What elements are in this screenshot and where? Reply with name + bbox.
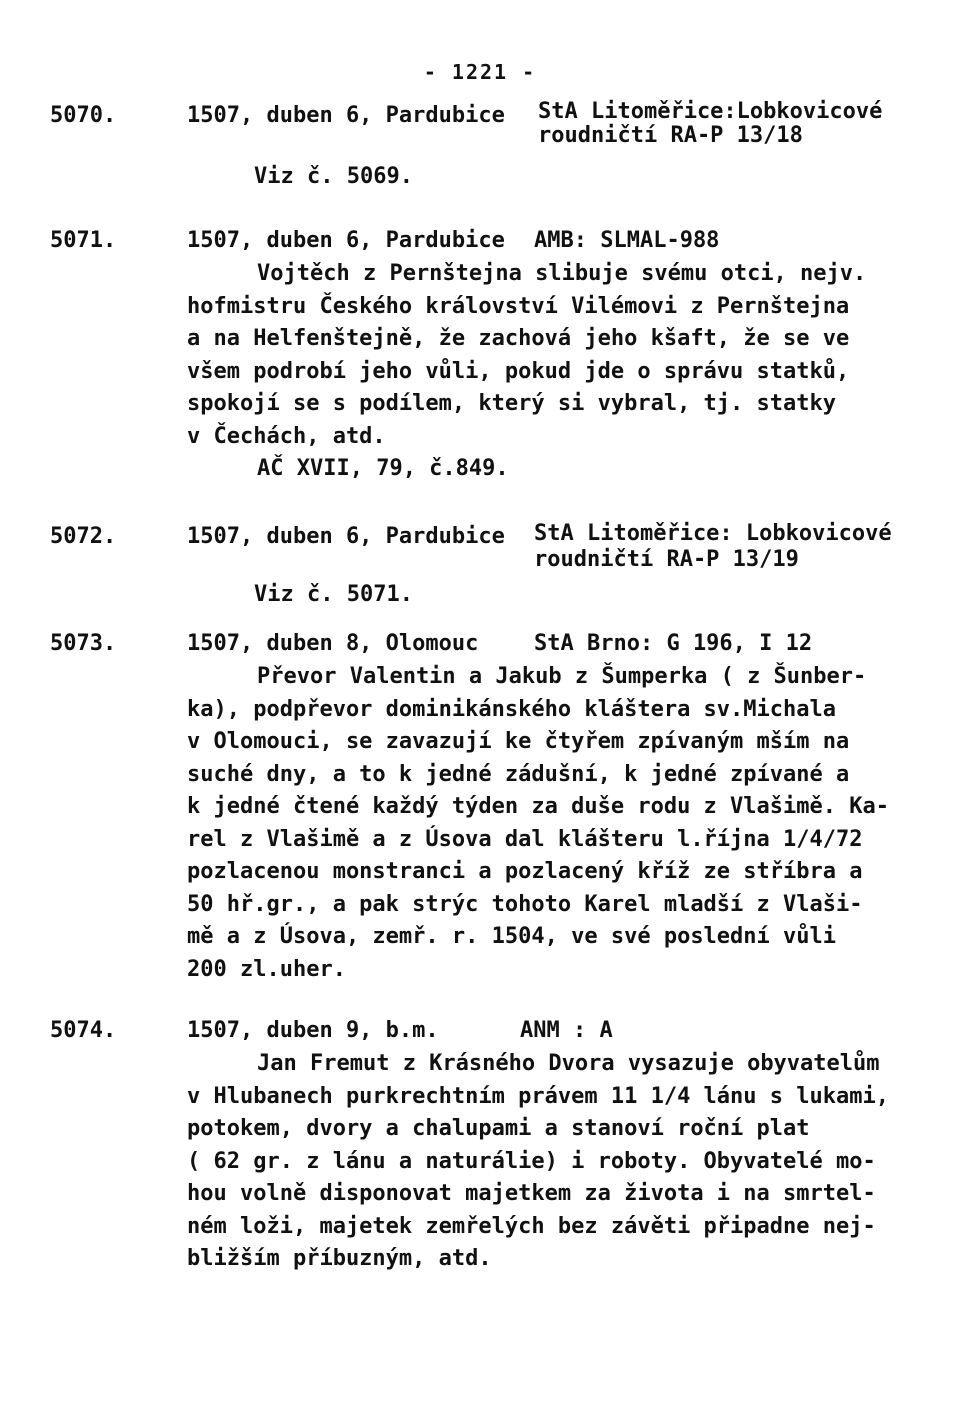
archive-reference <box>534 628 812 661</box>
entry-date-place: 1507, duben 9, b.m. <box>187 1018 439 1043</box>
text-line: suché dny, a to k jedné zádušní, k jedné zpívané a <box>187 761 850 787</box>
text-line: k jedné čtené každý týden za duše rodu z Vlašimě. Ka- <box>187 794 889 819</box>
text-line: ném loži, majetek zemřelých bez závěti připadne nej- <box>187 1213 876 1239</box>
text-line: potokem, dvory a chalupami a stanoví roční plat <box>187 1116 810 1141</box>
text-line: hofmistru Českého království Vilémovi z Pernštejna <box>187 293 850 319</box>
archive-line: roudničtí RA-P 13/18 <box>538 123 803 148</box>
text-line: 200 zl.uher. <box>187 956 346 982</box>
text-line: a na Helfenštejně, že zachová jeho kšaft, že se ve <box>187 326 850 351</box>
archive-reference <box>534 225 719 258</box>
entry-date-place: 1507, duben 6, Pardubice <box>187 524 505 549</box>
text-line: v Hlubanech purkrechtním právem 11 1/4 lánu s lukami, <box>187 1083 889 1109</box>
text-line: 50 hř.gr., a pak strýc tohoto Karel mladší z Vlaši- <box>187 891 863 917</box>
text-line: hou volně disponovat majetkem za života i na smrtel- <box>187 1181 876 1206</box>
text-line: pozlacenou monstranci a pozlacený kříž ze stříbra a <box>187 859 863 884</box>
text-line: v Olomouci, se zavazují ke čtyřem zpívaným mším na <box>187 729 850 754</box>
text-line: ka), podpřevor dominikánského kláštera sv.Michala <box>187 696 837 722</box>
text-line: všem podrobí jeho vůli, pokud jde o správu statků, <box>187 358 850 384</box>
archive-line: StA Litoměřice: Lobkovicové <box>534 521 892 546</box>
entry-date-place: 1507, duben 6, Pardubice <box>187 103 505 128</box>
text-line: Převor Valentin a Jakub z Šumperka ( z Šunber- <box>257 664 867 689</box>
text-line: spokojí se s podílem, který si vybral, tj. statky <box>187 391 837 416</box>
entry-number: 5071. <box>50 228 117 253</box>
entry-number: 5074. <box>50 1018 117 1043</box>
archive-reference <box>534 521 892 573</box>
page-number: - 1221 - <box>423 60 537 84</box>
cross-reference: Viz č. 5069. <box>254 164 413 189</box>
cross-reference: Viz č. 5071. <box>254 582 413 607</box>
archive-line: roudničtí RA-P 13/19 <box>534 547 799 572</box>
archive-line: StA Litoměřice:Lobkovicové <box>538 99 883 124</box>
text-line: ( 62 gr. z lánu a naturálie) i roboty. Obyvatelé mo- <box>187 1148 876 1174</box>
text-line: rel z Vlašimě a z Úsova dal klášteru l.října 1/4/72 <box>187 826 863 852</box>
archive-line: AMB: SLMAL-988 <box>534 228 720 253</box>
entry-number: 5072. <box>50 524 117 549</box>
entry-date-place: 1507, duben 6, Pardubice <box>187 228 505 253</box>
entry-number: 5070. <box>50 103 117 128</box>
archive-line: ANM : A <box>520 1018 613 1043</box>
archive-line: StA Brno: G 196, I 12 <box>534 631 813 656</box>
text-line: mě a z Úsova, zemř. r. 1504, ve své poslední vůli <box>187 924 837 949</box>
text-line: v Čechách, atd. <box>187 423 386 449</box>
regest-text <box>187 258 877 486</box>
literature-citation: AČ XVII, 79, č.849. <box>257 456 509 481</box>
text-line: Vojtěch z Pernštejna slibuje svému otci, nejv. <box>257 261 867 286</box>
entry-date-place: 1507, duben 8, Olomouc <box>187 631 479 656</box>
text-line: Jan Fremut z Krásného Dvora vysazuje obyvatelům <box>257 1051 880 1076</box>
regest-text <box>187 1048 889 1276</box>
archive-reference <box>538 100 882 148</box>
archive-reference <box>520 1015 613 1048</box>
text-line: bližším příbuzným, atd. <box>187 1246 492 1271</box>
regest-text <box>187 661 889 986</box>
entry-number: 5073. <box>50 631 117 656</box>
